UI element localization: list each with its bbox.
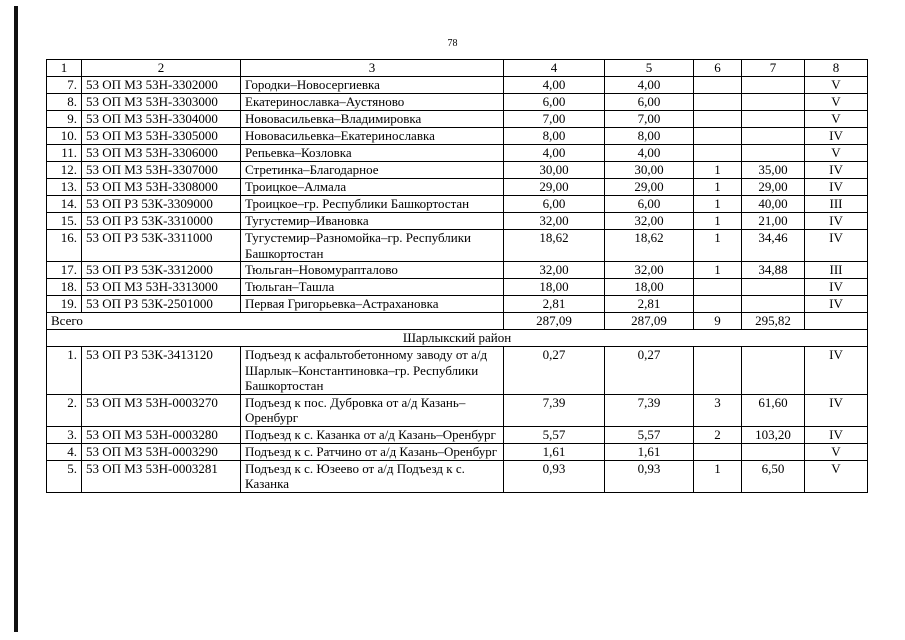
- row-code: 53 ОП МЗ 53Н-3308000: [82, 179, 241, 196]
- row-col-6: [694, 443, 742, 460]
- row-road-name: Тугустемир–Ивановка: [241, 213, 504, 230]
- row-road-name: Подъезд к с. Ратчино от а/д Казань–Оренбург: [241, 443, 504, 460]
- row-col-6: 1: [694, 179, 742, 196]
- row-col-4: 29,00: [504, 179, 605, 196]
- row-col-8: IV: [805, 296, 868, 313]
- page-number: 78: [447, 38, 458, 49]
- table-row: [47, 347, 868, 395]
- row-col-5: 4,00: [605, 77, 694, 94]
- row-col-7: 6,50: [742, 460, 805, 492]
- row-col-5: 29,00: [605, 179, 694, 196]
- row-col-7: 34,88: [742, 262, 805, 279]
- row-col-7: 21,00: [742, 213, 805, 230]
- table-row: [47, 443, 868, 460]
- row-col-5: 6,00: [605, 196, 694, 213]
- table-row: [47, 179, 868, 196]
- row-col-8: V: [805, 145, 868, 162]
- row-code: 53 ОП МЗ 53Н-3313000: [82, 279, 241, 296]
- row-code: 53 ОП РЗ 53К-3312000: [82, 262, 241, 279]
- total-c5: 287,09: [605, 313, 694, 330]
- row-col-6: [694, 111, 742, 128]
- row-col-4: 4,00: [504, 77, 605, 94]
- row-col-6: [694, 296, 742, 313]
- row-road-name: Екатеринославка–Аустяново: [241, 94, 504, 111]
- row-number: 19.: [47, 296, 82, 313]
- row-col-8: III: [805, 196, 868, 213]
- row-col-4: 7,00: [504, 111, 605, 128]
- table-row: [47, 296, 868, 313]
- row-number: 11.: [47, 145, 82, 162]
- row-number: 9.: [47, 111, 82, 128]
- row-col-4: 18,00: [504, 279, 605, 296]
- row-col-5: 32,00: [605, 262, 694, 279]
- row-col-5: 6,00: [605, 94, 694, 111]
- row-col-8: V: [805, 94, 868, 111]
- row-col-5: 0,93: [605, 460, 694, 492]
- row-col-6: 1: [694, 196, 742, 213]
- row-col-5: 2,81: [605, 296, 694, 313]
- row-col-8: IV: [805, 394, 868, 426]
- header-cell-6: 6: [694, 60, 742, 77]
- table-row: [47, 394, 868, 426]
- row-col-5: 30,00: [605, 162, 694, 179]
- row-col-4: 32,00: [504, 213, 605, 230]
- row-col-7: 61,60: [742, 394, 805, 426]
- row-col-8: IV: [805, 347, 868, 395]
- row-col-8: IV: [805, 230, 868, 262]
- header-cell-4: 4: [504, 60, 605, 77]
- row-col-4: 0,27: [504, 347, 605, 395]
- total-label: Всего: [47, 313, 504, 330]
- row-col-8: IV: [805, 179, 868, 196]
- section-title: Шарлыкский район: [47, 330, 868, 347]
- row-col-7: [742, 94, 805, 111]
- row-col-8: V: [805, 111, 868, 128]
- table-row: [47, 460, 868, 492]
- row-col-5: 5,57: [605, 426, 694, 443]
- row-road-name: Подъезд к асфальтобетонному заводу от а/д Шарлык–Константиновка–гр. Республики Башкортостан: [241, 347, 504, 395]
- row-number: 7.: [47, 77, 82, 94]
- row-col-8: V: [805, 77, 868, 94]
- row-col-7: [742, 128, 805, 145]
- total-c4: 287,09: [504, 313, 605, 330]
- row-number: 8.: [47, 94, 82, 111]
- table-row: [47, 279, 868, 296]
- row-code: 53 ОП РЗ 53К-3310000: [82, 213, 241, 230]
- row-col-8: IV: [805, 426, 868, 443]
- row-number: 2.: [47, 394, 82, 426]
- row-number: 16.: [47, 230, 82, 262]
- row-number: 1.: [47, 347, 82, 395]
- row-col-7: 34,46: [742, 230, 805, 262]
- row-col-6: [694, 94, 742, 111]
- row-road-name: Тюльган–Новомурапталово: [241, 262, 504, 279]
- row-code: 53 ОП МЗ 53Н-0003280: [82, 426, 241, 443]
- row-road-name: Троицкое–гр. Республики Башкортостан: [241, 196, 504, 213]
- row-col-6: 2: [694, 426, 742, 443]
- header-cell-1: 1: [47, 60, 82, 77]
- total-c6: 9: [694, 313, 742, 330]
- row-code: 53 ОП МЗ 53Н-0003281: [82, 460, 241, 492]
- row-col-7: [742, 296, 805, 313]
- table-row: [47, 262, 868, 279]
- district-a-rows: [47, 77, 868, 313]
- row-code: 53 ОП МЗ 53Н-0003290: [82, 443, 241, 460]
- row-col-7: [742, 145, 805, 162]
- row-number: 15.: [47, 213, 82, 230]
- header-cell-2: 2: [82, 60, 241, 77]
- row-col-8: III: [805, 262, 868, 279]
- row-code: 53 ОП МЗ 53Н-0003270: [82, 394, 241, 426]
- row-number: 18.: [47, 279, 82, 296]
- row-col-5: 7,39: [605, 394, 694, 426]
- row-road-name: Нововасильевка–Екатеринославка: [241, 128, 504, 145]
- row-road-name: Репьевка–Козловка: [241, 145, 504, 162]
- row-number: 17.: [47, 262, 82, 279]
- row-code: 53 ОП МЗ 53Н-3302000: [82, 77, 241, 94]
- row-road-name: Стретинка–Благодарное: [241, 162, 504, 179]
- total-c7: 295,82: [742, 313, 805, 330]
- row-road-name: Подъезд к пос. Дубровка от а/д Казань–Оренбург: [241, 394, 504, 426]
- header-cell-7: 7: [742, 60, 805, 77]
- row-number: 12.: [47, 162, 82, 179]
- row-col-5: 4,00: [605, 145, 694, 162]
- table-row: [47, 77, 868, 94]
- row-road-name: Троицкое–Алмала: [241, 179, 504, 196]
- row-road-name: Нововасильевка–Владимировка: [241, 111, 504, 128]
- row-col-7: [742, 111, 805, 128]
- table-row: [47, 230, 868, 262]
- row-col-4: 6,00: [504, 196, 605, 213]
- row-col-7: [742, 347, 805, 395]
- row-col-7: [742, 279, 805, 296]
- row-col-7: 29,00: [742, 179, 805, 196]
- row-number: 13.: [47, 179, 82, 196]
- row-number: 14.: [47, 196, 82, 213]
- binding-edge-line: [14, 6, 18, 632]
- row-col-4: 5,57: [504, 426, 605, 443]
- row-col-7: [742, 443, 805, 460]
- row-col-5: 32,00: [605, 213, 694, 230]
- row-col-6: 1: [694, 213, 742, 230]
- row-road-name: Тугустемир–Разномойка–гр. Республики Башкортостан: [241, 230, 504, 262]
- header-cell-8: 8: [805, 60, 868, 77]
- section-row: [47, 330, 868, 347]
- row-col-4: 18,62: [504, 230, 605, 262]
- row-number: 5.: [47, 460, 82, 492]
- row-col-4: 6,00: [504, 94, 605, 111]
- header-cell-5: 5: [605, 60, 694, 77]
- row-code: 53 ОП МЗ 53Н-3307000: [82, 162, 241, 179]
- row-code: 53 ОП МЗ 53Н-3305000: [82, 128, 241, 145]
- row-code: 53 ОП МЗ 53Н-3306000: [82, 145, 241, 162]
- row-col-4: 0,93: [504, 460, 605, 492]
- row-col-8: IV: [805, 128, 868, 145]
- table-row: [47, 94, 868, 111]
- row-number: 4.: [47, 443, 82, 460]
- row-col-4: 1,61: [504, 443, 605, 460]
- row-road-name: Первая Григорьевка–Астрахановка: [241, 296, 504, 313]
- header-cell-3: 3: [241, 60, 504, 77]
- row-code: 53 ОП МЗ 53Н-3304000: [82, 111, 241, 128]
- row-col-4: 7,39: [504, 394, 605, 426]
- row-col-4: 32,00: [504, 262, 605, 279]
- row-col-5: 18,62: [605, 230, 694, 262]
- row-col-5: 18,00: [605, 279, 694, 296]
- total-c8: [805, 313, 868, 330]
- row-code: 53 ОП РЗ 53К-2501000: [82, 296, 241, 313]
- row-col-8: IV: [805, 279, 868, 296]
- row-col-6: 1: [694, 460, 742, 492]
- row-road-name: Подъезд к с. Юзеево от а/д Подъезд к с. Казанка: [241, 460, 504, 492]
- row-col-7: 40,00: [742, 196, 805, 213]
- table-row: [47, 426, 868, 443]
- row-col-6: 1: [694, 162, 742, 179]
- row-code: 53 ОП РЗ 53К-3309000: [82, 196, 241, 213]
- roads-table: [46, 59, 868, 493]
- district-b-rows: [47, 347, 868, 493]
- row-number: 10.: [47, 128, 82, 145]
- row-col-4: 2,81: [504, 296, 605, 313]
- row-col-7: 103,20: [742, 426, 805, 443]
- table-row: [47, 196, 868, 213]
- table-row: [47, 128, 868, 145]
- row-col-4: 8,00: [504, 128, 605, 145]
- row-code: 53 ОП МЗ 53Н-3303000: [82, 94, 241, 111]
- row-number: 3.: [47, 426, 82, 443]
- row-col-8: V: [805, 443, 868, 460]
- row-col-6: 1: [694, 230, 742, 262]
- table-row: [47, 213, 868, 230]
- row-code: 53 ОП РЗ 53К-3413120: [82, 347, 241, 395]
- row-road-name: Городки–Новосергиевка: [241, 77, 504, 94]
- row-col-6: [694, 77, 742, 94]
- row-col-5: 8,00: [605, 128, 694, 145]
- row-col-6: [694, 347, 742, 395]
- row-col-7: [742, 77, 805, 94]
- table-row: [47, 145, 868, 162]
- table-row: [47, 162, 868, 179]
- row-col-4: 30,00: [504, 162, 605, 179]
- row-col-6: 1: [694, 262, 742, 279]
- row-col-8: V: [805, 460, 868, 492]
- total-row: [47, 313, 868, 330]
- row-col-4: 4,00: [504, 145, 605, 162]
- row-col-6: [694, 279, 742, 296]
- row-col-5: 1,61: [605, 443, 694, 460]
- row-road-name: Тюльган–Ташла: [241, 279, 504, 296]
- row-col-8: IV: [805, 213, 868, 230]
- row-col-5: 0,27: [605, 347, 694, 395]
- row-code: 53 ОП РЗ 53К-3311000: [82, 230, 241, 262]
- row-col-8: IV: [805, 162, 868, 179]
- row-col-5: 7,00: [605, 111, 694, 128]
- row-col-6: [694, 145, 742, 162]
- row-col-6: [694, 128, 742, 145]
- row-road-name: Подъезд к с. Казанка от а/д Казань–Оренбург: [241, 426, 504, 443]
- row-col-7: 35,00: [742, 162, 805, 179]
- table-row: [47, 111, 868, 128]
- row-col-6: 3: [694, 394, 742, 426]
- header-row: [47, 60, 868, 77]
